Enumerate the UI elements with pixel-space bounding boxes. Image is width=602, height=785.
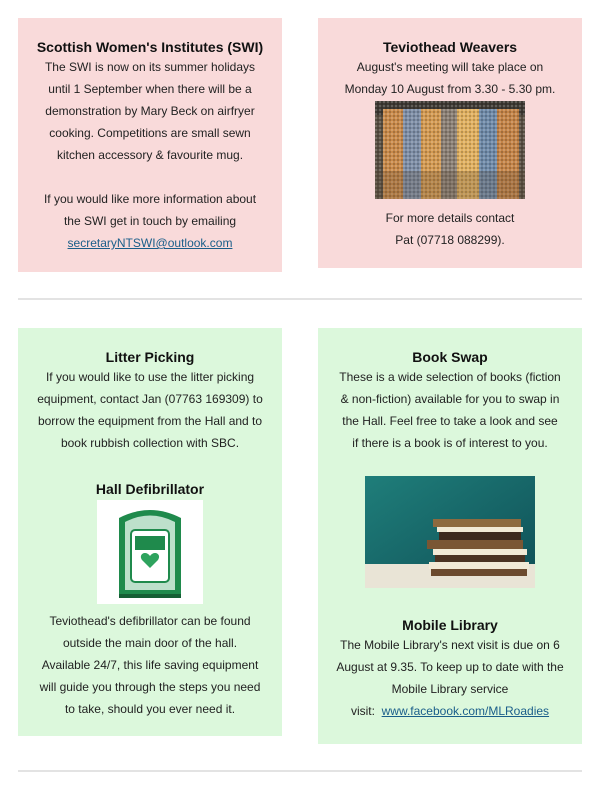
bookswap-title: Book Swap — [412, 349, 488, 365]
swi-card — [18, 18, 282, 272]
weavers-title: Teviothead Weavers — [382, 39, 518, 55]
library-text-line: Mobile Library service — [391, 682, 509, 696]
defib-text-line: Available 24/7, this life saving equipment — [41, 658, 259, 672]
swi-text-line: kitchen accessory & favourite mug. — [56, 148, 244, 162]
swi-title: Scottish Women's Institutes (SWI) — [36, 39, 264, 55]
spacer — [318, 199, 582, 207]
bookswap-text-line: the Hall. Feel free to take a look and see — [342, 414, 558, 428]
litter-text-line: If you would like to use the litter picking — [45, 370, 255, 384]
spacer — [318, 588, 582, 616]
library-text-line: The Mobile Library's next visit is due on 6 — [340, 638, 560, 652]
litter-text-line: book rubbish collection with SBC. — [60, 436, 240, 450]
books-library-card — [318, 328, 582, 744]
section-divider — [18, 770, 582, 772]
defibrillator-cabinet-photo — [97, 500, 203, 604]
weavers-text-line: Monday 10 August from 3.30 - 5.30 pm. — [344, 82, 556, 96]
litter-text-line: borrow the equipment from the Hall and to — [37, 414, 263, 428]
weavers-card — [318, 18, 582, 268]
section-divider — [18, 298, 582, 300]
swi-text-line: cooking. Competitions are small sewn — [49, 126, 251, 140]
bookswap-text-line: if there is a book is of interest to you. — [352, 436, 548, 450]
library-text-line: August at 9.35. To keep up to date with the — [336, 660, 564, 674]
library-visit-label: visit: — [350, 704, 375, 718]
swi-info-line: If you would like more information about — [43, 192, 257, 206]
swi-email-link[interactable]: secretaryNTSWI@outlook.com — [67, 236, 233, 250]
defib-text-line: to take, should you ever need it. — [64, 702, 236, 716]
weavers-text-line: August's meeting will take place on — [356, 60, 544, 74]
woven-fabric-photo — [375, 101, 525, 199]
defib-text-line: outside the main door of the hall. — [62, 636, 238, 650]
weavers-contact-line: For more details contact — [385, 211, 515, 225]
spacer — [18, 454, 282, 480]
defib-title: Hall Defibrillator — [95, 481, 205, 497]
spacer — [318, 454, 582, 476]
weavers-contact-line: Pat (07718 088299). — [395, 233, 505, 247]
litter-defib-card — [18, 328, 282, 736]
book-stack-photo — [365, 476, 535, 588]
bookswap-text-line: These is a wide selection of books (fiction — [339, 370, 561, 384]
defib-text-line: will guide you through the steps you need — [39, 680, 261, 694]
library-title: Mobile Library — [402, 617, 498, 633]
swi-text-line: until 1 September when there will be a — [48, 82, 252, 96]
litter-text-line: equipment, contact Jan (07763 169309) to — [37, 392, 263, 406]
bookswap-text-line: & non-fiction) available for you to swap in — [340, 392, 560, 406]
swi-text-line: demonstration by Mary Beck on airfryer — [45, 104, 255, 118]
swi-text-line: The SWI is now on its summer holidays — [44, 60, 256, 74]
litter-title: Litter Picking — [105, 349, 195, 365]
spacer — [18, 166, 282, 188]
library-visit-line — [318, 700, 582, 722]
swi-info-line: the SWI get in touch by emailing — [63, 214, 237, 228]
library-facebook-link[interactable]: www.facebook.com/MLRoadies — [381, 704, 550, 718]
defib-text-line: Teviothead's defibrillator can be found — [49, 614, 251, 628]
